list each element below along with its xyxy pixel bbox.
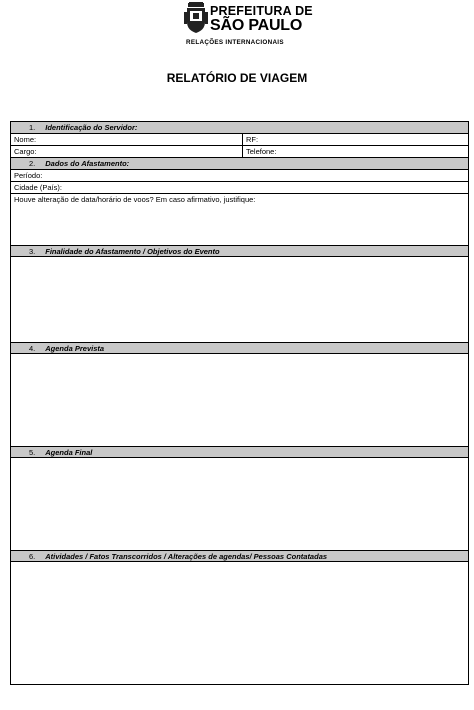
section-header-finalidade: [11, 245, 468, 257]
box-atividades[interactable]: [11, 562, 468, 684]
section-label: Dados do Afastamento:: [45, 159, 130, 168]
section-label: Agenda Final: [45, 448, 93, 457]
field-rf[interactable]: RF:: [246, 135, 259, 144]
field-alteracao[interactable]: Houve alteração de data/horário de voos? Em caso afirmativo, justifique:: [14, 195, 256, 204]
box-agenda-prevista[interactable]: [11, 354, 468, 446]
section-number: 4.: [29, 344, 36, 353]
row-cidade: [11, 182, 468, 194]
section-label: Atividades / Fatos Transcorridos / Alterações de agendas/ Pessoas Contatadas: [45, 552, 328, 561]
section-label: Agenda Prevista: [45, 344, 105, 353]
section-header-afastamento: [11, 158, 468, 170]
section-header-atividades: [11, 550, 468, 562]
field-cargo[interactable]: Cargo:: [11, 146, 243, 157]
section-number: 6.: [29, 552, 36, 561]
sao-paulo-coat-of-arms-icon: [184, 2, 208, 34]
logo-text-prefeitura: PREFEITURA DE: [210, 4, 313, 18]
field-periodo[interactable]: Período:: [14, 171, 43, 180]
travel-report-form: [10, 121, 469, 685]
section-number: 5.: [29, 448, 36, 457]
field-cidade[interactable]: Cidade (País):: [14, 183, 62, 192]
section-label: Finalidade do Afastamento / Objetivos do Evento: [45, 247, 220, 256]
section-header-agenda-prevista: [11, 342, 468, 354]
row-cargo-telefone: [11, 146, 468, 158]
logo-text-relacoes: RELAÇÕES INTERNACIONAIS: [186, 39, 284, 46]
page-title: RELATÓRIO DE VIAGEM: [166, 71, 308, 85]
box-agenda-final[interactable]: [11, 458, 468, 550]
section-number: 2.: [29, 159, 36, 168]
section-number: 3.: [29, 247, 36, 256]
row-periodo: [11, 170, 468, 182]
row-alteracao: [11, 194, 468, 245]
field-telefone[interactable]: Telefone:: [246, 147, 277, 156]
section-label: Identificação do Servidor:: [45, 123, 138, 132]
box-finalidade[interactable]: [11, 257, 468, 342]
section-header-agenda-final: [11, 446, 468, 458]
section-header-identificacao: [11, 122, 468, 134]
field-nome[interactable]: Nome:: [11, 134, 243, 145]
row-nome-rf: [11, 134, 468, 146]
prefeitura-logo: [184, 2, 313, 48]
logo-text-sao-paulo: SÃO PAULO: [210, 17, 303, 34]
section-number: 1.: [29, 123, 36, 132]
